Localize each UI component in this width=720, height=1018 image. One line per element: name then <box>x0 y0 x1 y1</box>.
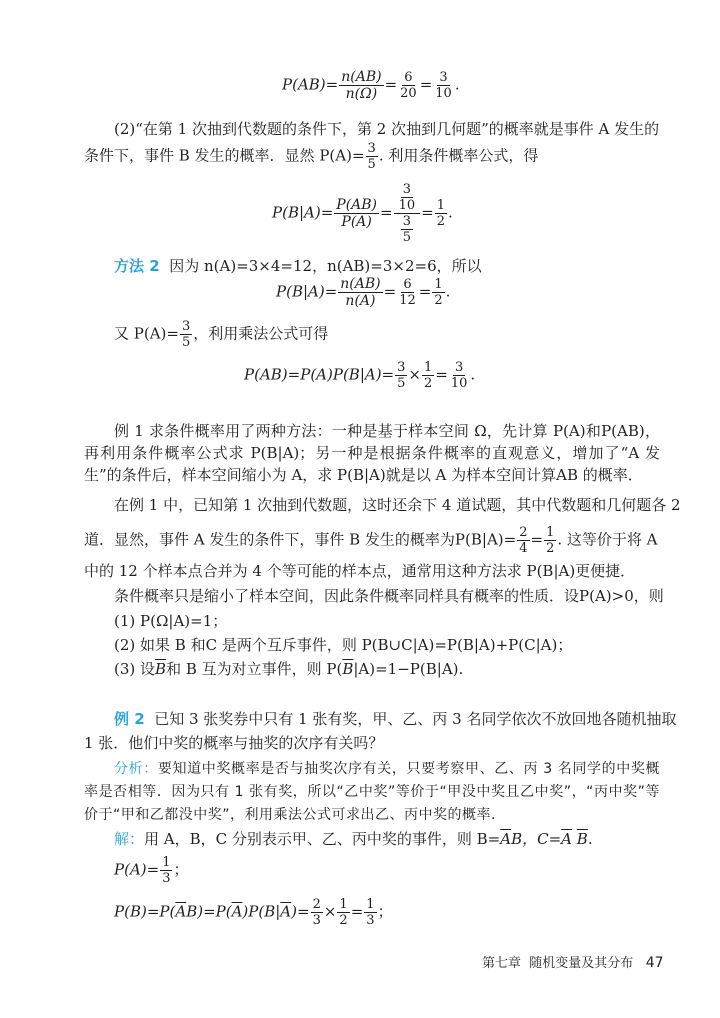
property-1: (1) P(Ω|A)=1； <box>114 612 228 630</box>
part2-line1: (2)“在第 1 次抽到代数题的条件下，第 2 次抽到几何题”的概率就是事件 A 发生的 <box>114 120 660 138</box>
formula-conditional: P(B|A)= $\frac{P(AB)}{P(A)}$ = $\frac{\frac{3}{10}}{\frac{3}{5}}$ = $\frac{1}{2}$ . <box>272 182 453 245</box>
discussion-p2-line1: 在例 1 中，已知第 1 次抽到代数题，这时还余下 4 道试题，其中代数题和几何题各 2 <box>114 496 681 514</box>
fraction: $\frac{3}{10}$ <box>450 360 468 391</box>
fraction: $\frac{2}{4}$ <box>519 525 528 556</box>
fraction: $\frac{n(AB)}{n(A)}$ <box>340 276 381 309</box>
fraction: $\frac{6}{12}$ <box>399 277 416 308</box>
example2-label: 例 2 <box>114 710 145 728</box>
analysis-block: 分析：要知道中奖概率是否与抽奖次序有关，只要考察甲、乙、丙 3 名同学的中奖概率是否相等．因为只有 1 张有奖，所以“乙中奖”等价于“甲没中奖且乙中奖”，“丙中奖”等价于“甲和乙都没中奖”，利用乘法公式可求出乙、丙中奖的概率． <box>84 761 661 823</box>
discussion-paragraph-1: 例 1 求条件概率用了两种方法：一种是基于样本空间 Ω，先计算 P(A)和P(AB)，再利用条件概率公式求 P(B|A)；另一种是根据条件概率的直观意义，增加了“A 发生”的条件后，样本空间缩小为 A，求 P(B|A)就是以 A 为样本空间计算AB 的概率． <box>84 422 660 484</box>
property-2: (2) 如果 B 和C 是两个互斥事件，则 P(B∪C|A)=P(B|A)+P(C|A)； <box>114 636 573 654</box>
fraction: $\frac{2}{3}$ <box>312 897 321 928</box>
fraction: $\frac{1}{2}$ <box>339 897 348 928</box>
compound-fraction: $\frac{\frac{3}{10}}{\frac{3}{5}}$ <box>394 183 421 244</box>
solution-line: 解：用 A，B，C 分别表示甲、乙、丙中奖的事件，则 $B=\overline{A}B$，$C=\overline{A}$ $\overline{B}$. <box>114 830 593 848</box>
fraction: $\frac{3}{5}$ <box>181 319 191 350</box>
example2-line1: 例 2 已知 3 张奖券中只有 1 张有奖，甲、乙、丙 3 名同学依次不放回地各随机抽取 <box>114 710 677 728</box>
example2-line2: 1 张．他们中奖的概率与抽奖的次序有关吗？ <box>84 734 384 752</box>
multiplication-intro: 又 P(A)= $\frac{3}{5}$ ，利用乘法公式可得 <box>114 319 329 350</box>
formula-method2: P(B|A)= $\frac{n(AB)}{n(A)}$ = $\frac{6}{12}$ = $\frac{1}{2}$ . <box>276 276 451 309</box>
analysis-label: 分析： <box>114 761 158 777</box>
fraction: $\frac{n(AB)}{n(\Omega)}$ <box>341 69 382 102</box>
fraction: $\frac{1}{2}$ <box>434 277 443 308</box>
fraction: $\frac{3}{5}$ <box>367 141 376 172</box>
solution-label: 解： <box>114 830 145 848</box>
solution-pa: P(A)= $\frac{1}{3}$ ； <box>114 855 189 886</box>
fraction: $\frac{3}{5}$ <box>397 360 406 391</box>
formula-multiplication: P(AB)=P(A)P(B|A)= $\frac{3}{5}$ × $\frac{1}{2}$ = $\frac{3}{10}$ . <box>244 360 476 391</box>
page-number: 47 <box>645 955 664 971</box>
formula-pab: P(AB)= $\frac{n(AB)}{n(\Omega)}$ = $\frac{6}{20}$ = $\frac{3}{10}$ . <box>282 69 460 102</box>
part2-line2: 条件下，事件 B 发生的概率．显然 P(A)= $\frac{3}{5}$ . 利用条件概率公式，得 <box>84 141 539 172</box>
properties-intro: 条件概率只是缩小了样本空间，因此条件概率同样具有概率的性质．设P(A)>0，则 <box>114 587 664 605</box>
discussion-p2-line3: 中的 12 个样本点合并为 4 个等可能的样本点，通常用这种方法求 P(B|A)更便捷． <box>84 562 636 580</box>
method2-label: 方法 2 <box>114 257 160 275</box>
fraction: $\frac{3}{10}$ <box>435 70 452 101</box>
chapter-title: 随机变量及其分布 <box>529 956 634 971</box>
property-3: (3) 设$\overline{B}$和 B 互为对立事件，则 $P(\overline{B}|A)=1-P(B|A)$. <box>114 660 464 678</box>
discussion-p2-line2: 道．显然，事件 A 发生的条件下，事件 B 发生的概率为P(B|A)= $\frac{2}{4}$ = $\frac{1}{2}$ . 这等价于将 A <box>84 525 658 556</box>
fraction: $\frac{1}{2}$ <box>436 198 446 229</box>
fraction: $\frac{1}{3}$ <box>162 855 171 886</box>
method2-line: 方法 2 因为 n(A)=3×4=12，n(AB)=3×2=6，所以 <box>114 257 482 275</box>
page-footer <box>482 952 664 971</box>
fraction: $\frac{P(AB)}{P(A)}$ <box>336 197 378 230</box>
fraction: $\frac{1}{2}$ <box>423 360 433 391</box>
fraction: $\frac{1}{3}$ <box>366 897 375 928</box>
chapter-label: 第七章 <box>482 956 522 971</box>
fraction: $\frac{6}{20}$ <box>400 70 417 101</box>
fraction: $\frac{1}{2}$ <box>546 525 555 556</box>
solution-pb: $P(B)=P(\overline{A}B)=P(\overline{A})P(B|\overline{A})=$ $\frac{2}{3}$ × $\frac{1}{2}$ = $\frac{1}{3}$ ； <box>114 897 393 928</box>
